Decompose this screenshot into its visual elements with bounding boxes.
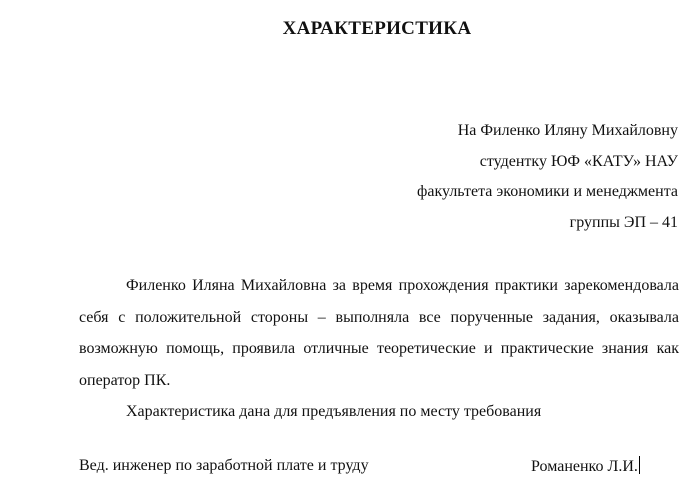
body-paragraph-evaluation: Филенко Иляна Михайловна за время прохождения практики зарекомендовала себя с положительной стороны – выполняла все порученные задания, оказывала возможную помощь, проявила отличные теоретические и практические знания как оператор ПК. — [79, 277, 679, 389]
addressee-line-group: группы ЭП – 41 — [569, 213, 678, 231]
document-body — [79, 270, 679, 428]
signer-name: Романенко Л.И. — [531, 458, 638, 475]
text-cursor — [639, 456, 640, 474]
addressee-line-student: студентку ЮФ «КАТУ» НАУ — [479, 152, 678, 170]
addressee-block — [417, 116, 678, 238]
signer-name-wrapper — [531, 456, 640, 477]
addressee-line-name: На Филенко Иляну Михайловну — [457, 122, 678, 139]
body-paragraph-purpose: Характеристика дана для предъявления по месту требования — [126, 403, 542, 420]
document-title: ХАРАКТЕРИСТИКА — [282, 18, 472, 39]
addressee-line-faculty: факультета экономики и менеджмента — [417, 183, 678, 200]
signer-position: Вед. инженер по заработной плате и труду — [79, 457, 369, 474]
